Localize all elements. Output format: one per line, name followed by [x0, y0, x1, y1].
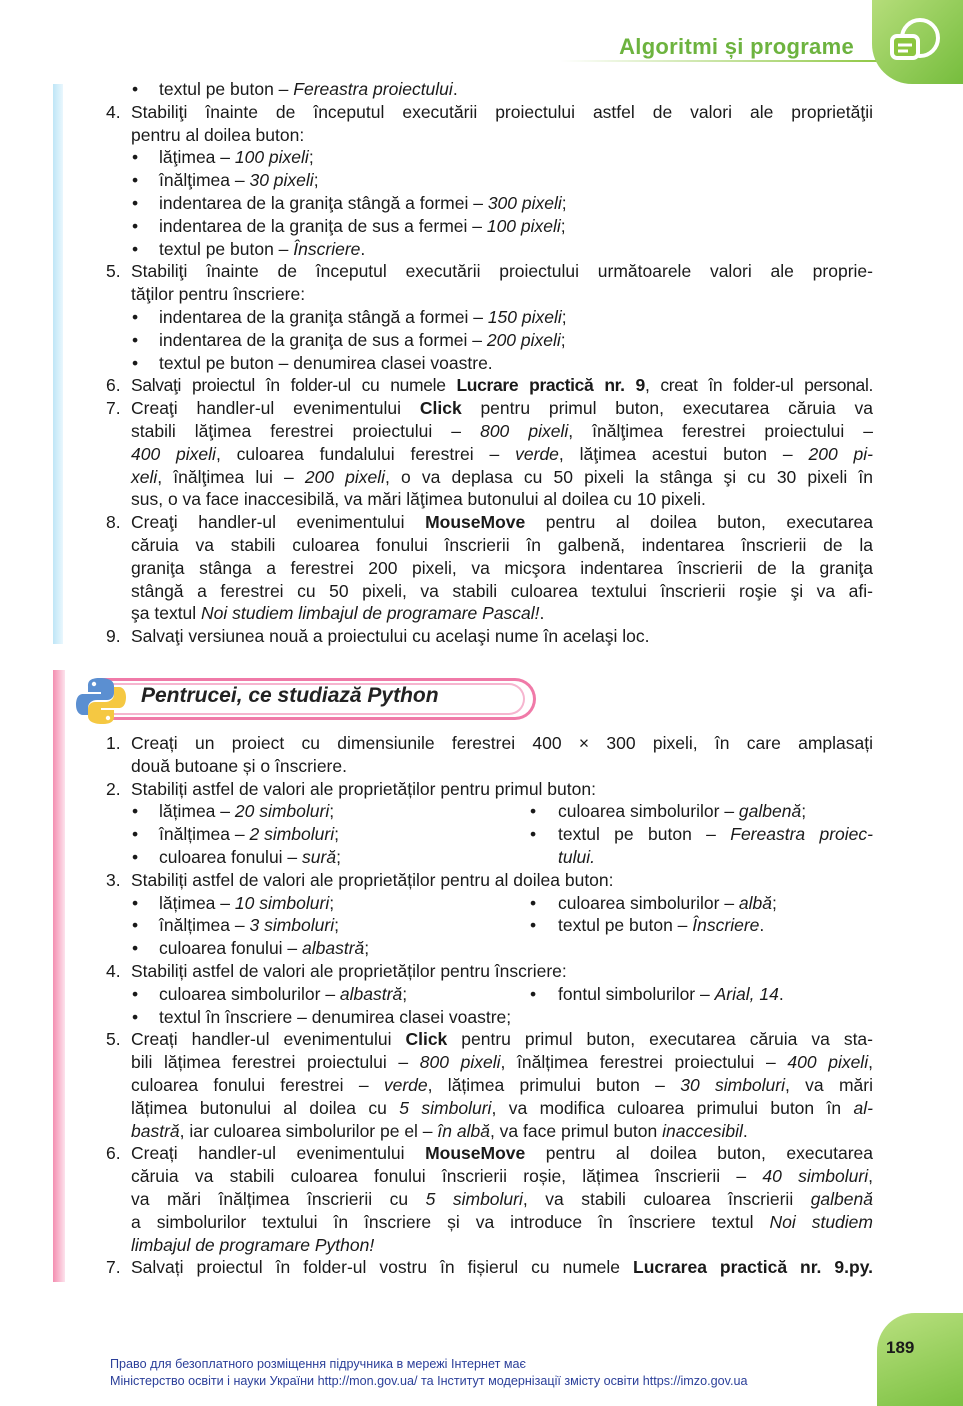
- page-header-title: Algoritmi și programe: [619, 34, 854, 59]
- footer-line-2: Міністерство освіти і науки України http://mon.gov.ua/ та Інститут модернізації змісту освіти https://imzo.gov.ua: [110, 1374, 748, 1388]
- python-logo-icon: [75, 675, 127, 727]
- bullet-dot: •: [132, 892, 139, 913]
- section-sidebar-pink: [53, 670, 65, 1282]
- item-text-continued: sus, o va face inaccesibilă, va mări lăţimea butonului al doilea cu 10 pixeli.: [131, 489, 706, 510]
- item-number: 7.: [106, 1257, 121, 1278]
- bullet-text: indentarea de la graniţa stângă a formei – 150 pixeli;: [159, 307, 567, 327]
- item-text-continued: două butoane și o înscriere.: [131, 755, 347, 776]
- bullet-text: înălțimea – 2 simboluri;: [159, 824, 339, 845]
- item-number: 2.: [106, 778, 121, 799]
- footer-notice: [110, 1356, 747, 1390]
- python-section-title: Pentrucei, ce studiază Python: [141, 684, 439, 707]
- item-number: 9.: [106, 626, 121, 647]
- header-tab: [872, 0, 963, 84]
- item-text-continued: şa textul Noi studiem limbajul de programare Pascal!.: [131, 603, 545, 624]
- item-text-continued: stângă a ferestrei cu 50 pixeli, va stabili culoarea textului înscrierii roşie şi va afi-: [131, 580, 873, 601]
- bullet-text-col2: culoarea simbolurilor – galbenă;: [558, 801, 807, 822]
- bullet-dot: •: [132, 915, 139, 936]
- bullet-text: textul pe buton – denumirea clasei voastre.: [159, 352, 493, 373]
- item-text: Stabiliți astfel de valori ale proprietăților pentru înscriere:: [131, 961, 567, 981]
- page-number-tab: [877, 1313, 963, 1406]
- item-text: Stabiliți astfel de valori ale proprietăților pentru primul buton:: [131, 778, 596, 799]
- item-number: 4.: [106, 101, 121, 122]
- item-text-continued: căruia va stabili culoarea fonului înscrierii în galbenă, indentarea înscrierii de la: [131, 535, 873, 555]
- bullet-text-col2: culoarea simbolurilor – albă;: [558, 892, 777, 913]
- item-text-continued: bili lățimea ferestrei proiectului – 800 pixeli, înălțimea ferestrei proiectului – 400 pixeli,: [131, 1052, 873, 1073]
- page-number: 189: [886, 1338, 915, 1357]
- bullet-dot: •: [132, 238, 139, 259]
- item-number: 6.: [106, 375, 121, 396]
- bullet-dot: •: [132, 307, 139, 327]
- item-text-continued: culoarea fonului ferestrei – verde, lățimea primului buton – 30 simboluri, va mări: [131, 1075, 873, 1095]
- item-number: 5.: [106, 261, 121, 282]
- bullet-text-col2: textul pe buton – Fereastra proiec-: [558, 824, 873, 845]
- section-sidebar-blue: [53, 84, 63, 644]
- bullet-text: lăţimea – 100 pixeli;: [159, 147, 314, 168]
- bullet-dot: •: [132, 352, 139, 373]
- item-text: Creați handler-ul evenimentului MouseMove pentru al doilea buton, executarea: [131, 1143, 874, 1164]
- bullet-dot: •: [530, 983, 537, 1004]
- bullet-text-col2: tului.: [558, 847, 595, 867]
- bullet-text: indentarea de la graniţa de sus a formei – 200 pixeli;: [159, 329, 566, 350]
- item-number: 4.: [106, 961, 121, 981]
- footer-line-1: Право для безоплатного розміщення підручника в мережі Інтернет має: [110, 1357, 526, 1371]
- item-number: 8.: [106, 512, 121, 533]
- bullet-dot: •: [132, 847, 139, 867]
- item-number: 7.: [106, 398, 121, 419]
- item-text-continued: 400 pixeli, culoarea fundalului ferestrei – verde, lăţimea acestui buton – 200 pi-: [131, 443, 874, 464]
- item-text-continued: bastră, iar culoarea simbolurilor pe el – în albă, va face primul buton inaccesibil.: [131, 1120, 748, 1141]
- item-text: Salvaţi versiunea nouă a proiectului cu acelaşi nume în acelaşi loc.: [131, 626, 650, 647]
- bullet-dot: •: [132, 215, 139, 236]
- bullet-dot: •: [132, 1006, 139, 1027]
- item-text-continued: pentru al doilea buton:: [131, 124, 305, 145]
- bullet-dot: •: [132, 193, 139, 213]
- bullet-text-col2: fontul simbolurilor – Arial, 14.: [558, 983, 784, 1004]
- header-rule: [560, 60, 890, 62]
- item-text: Creaţi handler-ul evenimentului Click pentru primul buton, executarea căruia va: [131, 398, 874, 419]
- bullet-text: culoarea fonului – albastră;: [159, 938, 370, 959]
- item-text: Stabiliţi înainte de începutul executării proiectului astfel de valori ale proprietăţii: [131, 101, 873, 122]
- item-text: Salvați proiectul în folder-ul vostru în fișierul cu numele Lucrarea practică nr. 9.py.: [131, 1257, 873, 1278]
- python-section-banner: [75, 675, 535, 719]
- item-text-continued: stabili lăţimea ferestrei proiectului – 800 pixeli, înălţimea ferestrei proiectului –: [131, 421, 873, 441]
- item-text: Creați un proiect cu dimensiunile ferestrei 400 × 300 pixeli, în care amplasați: [131, 733, 873, 753]
- bullet-dot: •: [132, 938, 139, 959]
- item-text-continued: limbajul de programare Python!: [131, 1234, 375, 1255]
- item-number: 3.: [106, 869, 121, 890]
- bullet-dot: •: [132, 329, 139, 350]
- bullet-text: înălţimea – 30 pixeli;: [159, 170, 319, 191]
- bullet-dot: •: [132, 801, 139, 822]
- bullet-dot: •: [132, 170, 139, 191]
- bullet-dot: •: [530, 915, 537, 936]
- item-text: Stabiliţi înainte de începutul executării proiectului următoarele valori ale proprie-: [131, 261, 873, 282]
- item-text: Creaţi handler-ul evenimentului MouseMove pentru al doilea buton, executarea: [131, 512, 874, 533]
- bullet-text: indentarea de la graniţa stângă a formei – 300 pixeli;: [159, 193, 567, 213]
- item-text: Salvaţi proiectul în folder-ul cu numele Lucrare practică nr. 9, creat în folder-ul personal.: [131, 375, 873, 396]
- item-text-continued: xeli, înălţimea lui – 200 pixeli, o va deplasa cu 50 pixeli la stânga şi cu 30 pixeli în: [131, 466, 873, 487]
- item-text-continued: graniţa stânga a ferestrei 200 pixeli, va micşora indentarea înscrierii de la graniţa: [131, 557, 873, 578]
- item-text-continued: va mări înălțimea înscrierii cu 5 simboluri, va stabili culoarea înscrierii galbenă: [131, 1189, 873, 1209]
- bullet-text: culoarea simbolurilor – albastră;: [159, 983, 408, 1004]
- bullet-dot: •: [530, 801, 537, 822]
- item-text: Stabiliți astfel de valori ale proprietăților pentru al doilea buton:: [131, 869, 614, 890]
- bullet-dot: •: [530, 892, 537, 913]
- bullet-text: indentarea de la graniţa de sus a fermei – 100 pixeli;: [159, 215, 566, 236]
- chat-bubbles-icon: [888, 14, 944, 70]
- item-text-continued: lățimea butonului al doilea cu 5 simboluri, va modifica culoarea primului buton în al-: [131, 1097, 873, 1118]
- bullet-text: textul pe buton – Înscriere.: [159, 238, 366, 259]
- bullet-text: înălțimea – 3 simboluri;: [159, 915, 339, 936]
- bullet-dot: •: [132, 79, 139, 99]
- item-text: Creați handler-ul evenimentului Click pentru primul buton, executarea căruia va sta-: [131, 1029, 873, 1050]
- item-number: 5.: [106, 1029, 121, 1050]
- bullet-text: culoarea fonului – sură;: [159, 847, 341, 867]
- bullet-text: lățimea – 20 simboluri;: [159, 801, 335, 822]
- bullet-text-col2: textul pe buton – Înscriere.: [558, 915, 765, 936]
- item-number: 1.: [106, 733, 121, 753]
- item-number: 6.: [106, 1143, 121, 1164]
- bullet-text: textul în înscriere – denumirea clasei voastre;: [159, 1006, 512, 1027]
- bullet-text: lățimea – 10 simboluri;: [159, 892, 335, 913]
- bullet-dot: •: [132, 147, 139, 168]
- bullet-dot: •: [132, 983, 139, 1004]
- item-text-continued: a simbolurilor textului în înscriere și va introduce în înscriere textul Noi studiem: [131, 1211, 873, 1232]
- bullet-dot: •: [132, 824, 139, 845]
- item-text-continued: tăţilor pentru înscriere:: [131, 284, 306, 305]
- item-text-continued: căruia va stabili culoarea fonului înscrierii roșie, lățimea înscrierii – 40 simboluri,: [131, 1166, 873, 1187]
- bullet-dot: •: [530, 824, 537, 845]
- bullet-text: textul pe buton – Fereastra proiectului.: [159, 79, 458, 99]
